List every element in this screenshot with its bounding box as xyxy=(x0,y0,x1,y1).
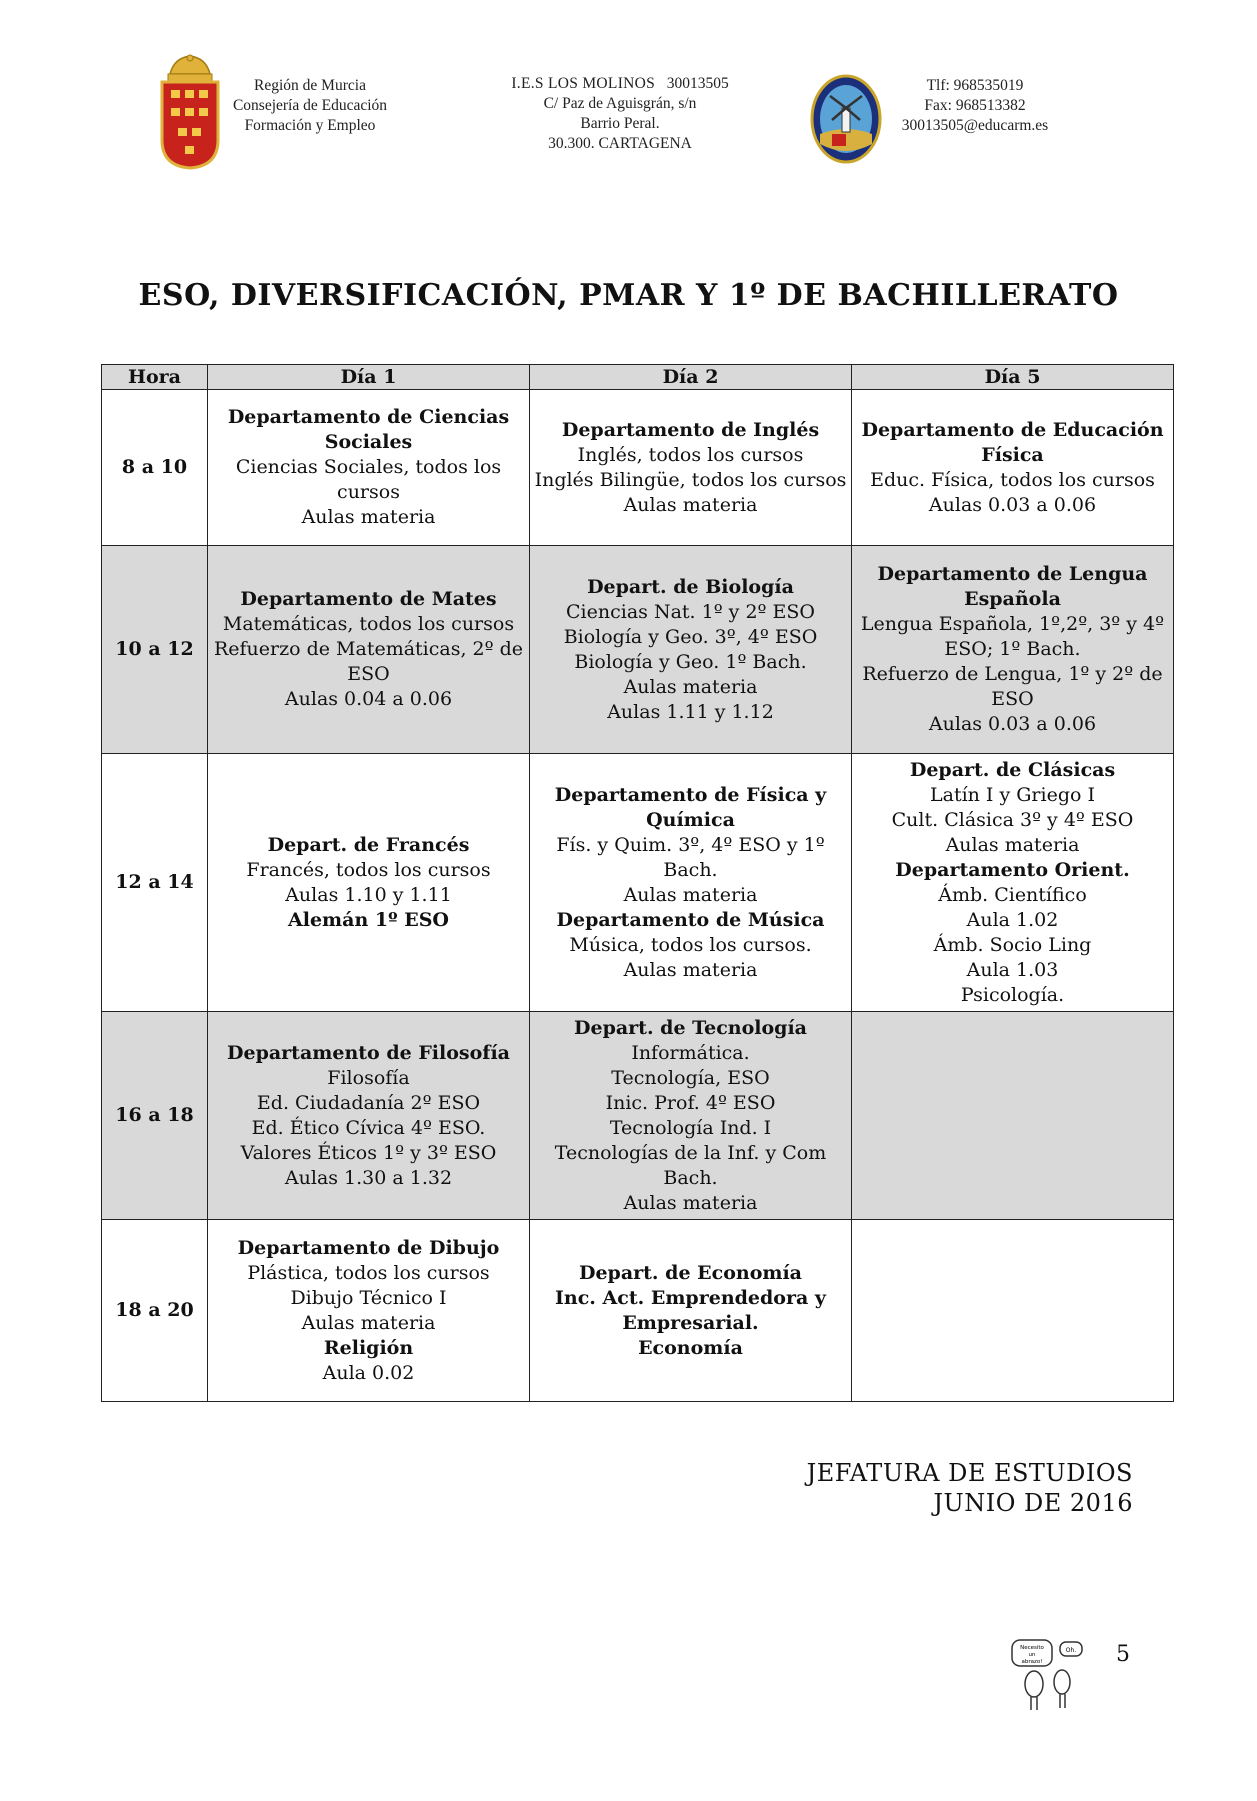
department-heading: Alemán 1º ESO xyxy=(288,908,449,931)
fax-line: Fax: 968513382 xyxy=(924,97,1026,114)
schedule-cell xyxy=(852,1220,1174,1402)
schedule-cell xyxy=(530,754,852,1012)
hour-cell: 10 a 12 xyxy=(102,546,208,754)
cell-line: Aulas 0.03 a 0.06 xyxy=(928,493,1097,516)
cell-line: Aulas materia xyxy=(623,883,758,906)
cell-line: Latín I y Griego I xyxy=(930,783,1095,806)
footer-signature xyxy=(700,1458,1133,1518)
department-heading: Departamento Orient. xyxy=(895,858,1130,881)
schedule-cell xyxy=(852,546,1174,754)
cell-line: Ed. Ético Cívica 4º ESO. xyxy=(251,1116,486,1139)
cell-line: Biología y Geo. 3º, 4º ESO xyxy=(563,625,818,648)
cell-line: Tecnologías de la Inf. y Com Bach. xyxy=(554,1141,827,1189)
schedule-cell xyxy=(530,1220,852,1402)
exam-schedule-table xyxy=(101,364,1174,1402)
department-heading: Depart. de Biología xyxy=(587,575,794,598)
hour-cell: 16 a 18 xyxy=(102,1012,208,1220)
column-header-hour: Hora xyxy=(102,365,208,390)
address-line: Barrio Peral. xyxy=(580,115,660,132)
page-number: 5 xyxy=(1116,1642,1130,1667)
cell-line: Filosofía xyxy=(327,1066,410,1089)
cell-line: Fís. y Quim. 3º, 4º ESO y 1º Bach. xyxy=(556,833,825,881)
schedule-cell xyxy=(208,390,530,546)
department-heading: Departamento de Lengua Española xyxy=(877,563,1148,610)
department-heading: Departamento de Mates xyxy=(240,588,497,610)
cell-line: Aula 0.02 xyxy=(322,1361,415,1384)
schedule-cell xyxy=(208,754,530,1012)
cell-line: Tecnología Ind. I xyxy=(609,1116,772,1139)
table-row xyxy=(102,1012,1174,1220)
cell-line: Tecnología, ESO xyxy=(611,1066,770,1089)
svg-text:un: un xyxy=(1028,1652,1036,1658)
cell-line: Aulas 1.11 y 1.12 xyxy=(607,700,774,723)
table-row xyxy=(102,754,1174,1012)
cell-line: Aulas materia xyxy=(301,1311,436,1334)
phone-line: Tlf: 968535019 xyxy=(926,77,1024,94)
cell-line: Matemáticas, todos los cursos xyxy=(222,613,515,635)
cell-line: Francés, todos los cursos xyxy=(246,858,491,881)
department-heading: Departamento de Música xyxy=(556,908,825,931)
cell-line: Inglés Bilingüe, todos los cursos Aulas materia xyxy=(534,468,847,516)
cell-line: Ámb. Socio Ling xyxy=(933,933,1092,956)
cell-line: Aula 1.02 xyxy=(966,908,1059,931)
svg-text:abrazo!: abrazo! xyxy=(1021,1659,1043,1665)
table-body xyxy=(102,390,1174,1402)
school-name: I.E.S LOS MOLINOS xyxy=(511,75,656,92)
department-heading: Economía xyxy=(638,1336,743,1359)
cell-line: Educ. Física, todos los cursos xyxy=(870,468,1155,491)
school-code: 30013505 xyxy=(666,75,729,92)
schedule-cell xyxy=(530,390,852,546)
table-row xyxy=(102,546,1174,754)
cell-line: Ed. Ciudadanía 2º ESO xyxy=(256,1091,481,1114)
contact-block xyxy=(890,76,1060,136)
cell-line: Aulas 1.10 y 1.11 xyxy=(285,883,452,906)
department-heading: Depart. de Tecnología xyxy=(574,1016,807,1039)
svg-text:Oh.: Oh. xyxy=(1065,1647,1077,1654)
region-line: Consejería de Educación xyxy=(232,97,388,114)
region-line: Región de Murcia xyxy=(254,77,366,94)
cartoon-characters-icon xyxy=(1010,1638,1110,1718)
footer-line-department: JEFATURA DE ESTUDIOS xyxy=(806,1459,1133,1487)
department-heading: Depart. de Clásicas xyxy=(909,758,1116,781)
department-heading: Departamento de Ciencias Sociales xyxy=(227,406,510,453)
schedule-cell xyxy=(852,1012,1174,1220)
department-heading: Religión xyxy=(323,1336,414,1359)
footer-line-date: JUNIO DE 2016 xyxy=(933,1489,1133,1517)
cell-line: Biología y Geo. 1º Bach. xyxy=(574,650,807,673)
department-heading: Departamento de Física y Química xyxy=(554,783,827,831)
cell-line: Aulas 0.03 a 0.06 xyxy=(928,713,1097,735)
letterhead xyxy=(0,52,1257,182)
region-of-murcia-crest-icon xyxy=(158,52,222,170)
cell-line: Aulas materia xyxy=(623,675,758,698)
cell-line: Cult. Clásica 3º y 4º ESO xyxy=(891,808,1134,831)
cell-line: Dibujo Técnico I xyxy=(290,1286,447,1309)
cell-line: Música, todos los cursos. xyxy=(569,933,812,956)
department-heading: Inc. Act. Emprendedora y Empresarial. xyxy=(555,1286,826,1334)
department-heading: Departamento de Filosofía xyxy=(227,1041,510,1064)
schedule-cell xyxy=(208,1220,530,1402)
schedule-cell xyxy=(530,1012,852,1220)
schedule-cell xyxy=(208,1012,530,1220)
schedule-cell xyxy=(530,546,852,754)
cell-line: Aulas materia xyxy=(301,506,436,528)
school-block xyxy=(480,74,760,154)
cell-line: Psicología. xyxy=(960,983,1065,1006)
school-emblem-icon xyxy=(810,74,882,164)
department-heading: Depart. de Francés xyxy=(267,833,470,856)
address-line: 30.300. CARTAGENA xyxy=(548,135,692,152)
cell-line: Aulas materia xyxy=(945,833,1080,856)
department-heading: Departamento de Inglés xyxy=(561,418,820,441)
cell-line: Aulas 0.04 a 0.06 xyxy=(284,688,453,710)
cell-line: Ciencias Sociales, todos los cursos xyxy=(235,456,502,503)
schedule-cell xyxy=(208,546,530,754)
department-heading: Departamento de Dibujo xyxy=(237,1236,500,1259)
cell-line: Aulas materia xyxy=(623,958,758,981)
department-heading: Departamento de Educación Física xyxy=(861,418,1164,466)
cell-line: Refuerzo de Lengua, 1º y 2º de ESO xyxy=(862,663,1163,710)
email-line: 30013505@educarm.es xyxy=(901,117,1049,134)
schedule-cell xyxy=(852,754,1174,1012)
table-row xyxy=(102,1220,1174,1402)
column-header-day-2: Día 2 xyxy=(530,365,852,390)
hour-cell: 18 a 20 xyxy=(102,1220,208,1402)
cell-line: Inglés, todos los cursos xyxy=(577,443,804,466)
cell-line: Plástica, todos los cursos xyxy=(247,1261,490,1284)
cell-line: Refuerzo de Matemáticas, 2º de ESO xyxy=(213,638,524,685)
cell-line: Aula 1.03 xyxy=(966,958,1059,981)
table-row xyxy=(102,390,1174,546)
column-header-day-1: Día 1 xyxy=(208,365,530,390)
cell-line: Valores Éticos 1º y 3º ESO xyxy=(240,1141,497,1164)
table-header-row xyxy=(102,365,1174,390)
cell-line: Informática. xyxy=(631,1041,750,1064)
cell-line: Ámb. Científico xyxy=(938,883,1087,906)
svg-text:Necesito: Necesito xyxy=(1020,1645,1044,1651)
hour-cell: 12 a 14 xyxy=(102,754,208,1012)
document-title: ESO, DIVERSIFICACIÓN, PMAR Y 1º DE BACHILLERATO xyxy=(138,278,1119,313)
schedule-cell xyxy=(852,390,1174,546)
cell-line: Aulas materia xyxy=(623,1191,758,1214)
region-line: Formación y Empleo xyxy=(244,117,376,134)
column-header-day-5: Día 5 xyxy=(852,365,1174,390)
hour-cell: 8 a 10 xyxy=(102,390,208,546)
region-block xyxy=(222,76,398,136)
cell-line: Aulas 1.30 a 1.32 xyxy=(284,1166,453,1189)
cell-line: Inic. Prof. 4º ESO xyxy=(605,1091,776,1114)
department-heading: Depart. de Economía xyxy=(578,1261,802,1284)
cell-line: Lengua Española, 1º,2º, 3º y 4º ESO; 1º Bach. xyxy=(860,613,1165,660)
cell-line: Ciencias Nat. 1º y 2º ESO xyxy=(566,600,815,623)
address-line: C/ Paz de Aguisgrán, s/n xyxy=(543,95,697,112)
